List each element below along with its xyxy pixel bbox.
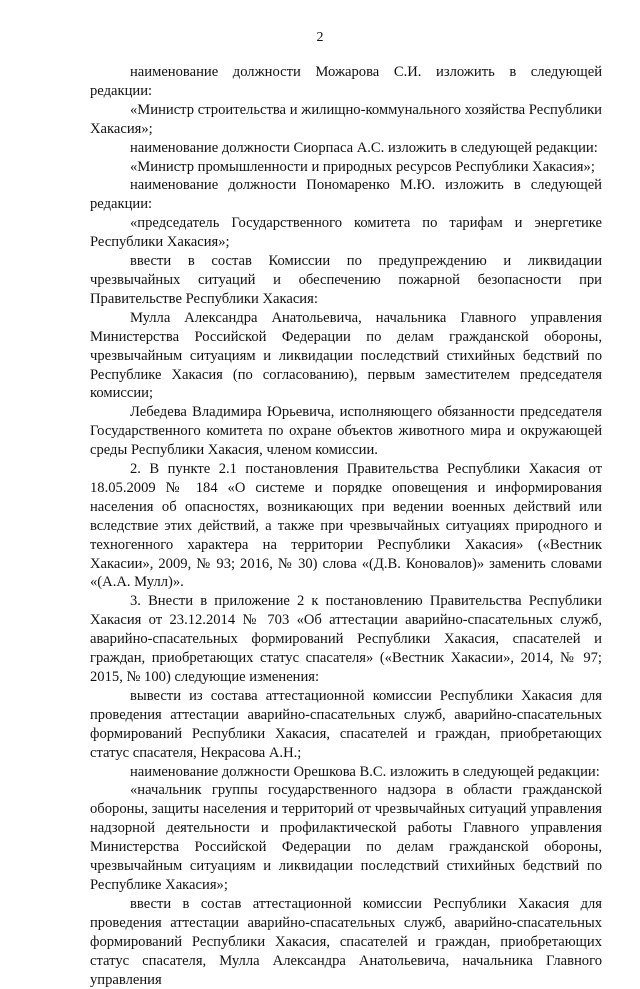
paragraph-oreshkov-position: наименование должности Орешкова В.С. изложить в следующей редакции:: [130, 763, 600, 780]
paragraph-ponomarenko-position: наименование должности Пономаренко М.Ю. изложить в следующей редакции:: [90, 177, 602, 213]
paragraph-add-to-attestation-commission: ввести в состав аттестационной комиссии Республики Хакасия для проведения аттестации аварийно-спасательных служб, аварийно-спасательных формирований Республики Хакасия, спасателей и граждан, приобретающих статус спасателя, Мулла Александра Анатольевича, начальника Главного управления: [90, 895, 602, 988]
paragraph-minister-construction: «Министр строительства и жилищно-коммунального хозяйства Республики Хакасия»;: [90, 101, 602, 137]
paragraph-mozharov-position: наименование должности Можарова С.И. изложить в следующей редакции:: [90, 64, 602, 99]
page-number: 2: [316, 30, 324, 45]
paragraph-add-to-emergency-commission: ввести в состав Комиссии по предупреждению и ликвидации чрезвычайных ситуаций и обеспечению пожарной безопасности при Правительстве Республики Хакасия:: [90, 253, 602, 307]
paragraph-remove-nekrasov: вывести из состава аттестационной комиссии Республики Хакасия для проведения аттестации аварийно-спасательных служб, аварийно-спасательных формирований Республики Хакасия, спасателей и граждан, приобретающих статус спасателя, Некрасова А.Н.;: [90, 687, 602, 761]
paragraph-item-3: 3. Внести в приложение 2 к постановлению Правительства Республики Хакасия от 23.12.2014 № 703 «Об аттестации аварийно-спасательных служб, аварийно-спасательных формирований Республики Хакасия, спасателей и граждан, приобретающих статус спасателя» («Вестник Хакасии», 2014, № 97; 2015, № 100) следующие изменения:: [90, 593, 602, 685]
paragraph-minister-industry: «Министр промышленности и природных ресурсов Республики Хакасия»;: [130, 158, 595, 175]
paragraph-mull-appointment: Мулла Александра Анатольевича, начальника Главного управления Министерства Российской Федерации по делам гражданской обороны, чрезвычайным ситуациям и ликвидации последствий стихийных бедствий по Республике Хакасия (по согласованию), первым заместителем председателя комиссии;: [90, 309, 602, 402]
paragraph-tariff-committee-chair: «председатель Государственного комитета по тарифам и энергетике Республики Хакасия»;: [90, 215, 602, 251]
paragraph-siorpas-position: наименование должности Сиорпаса А.С. изложить в следующей редакции:: [130, 139, 598, 156]
paragraph-supervision-group-head: «начальник группы государственного надзора в области гражданской обороны, защиты населения и территорий от чрезвычайных ситуаций управления надзорной деятельности и профилактической работы Главного управления Министерства Российской Федерации по делам гражданской обороны, чрезвычайным ситуациям и ликвидации последствий стихийных бедствий по Республике Хакасия»;: [90, 782, 602, 893]
paragraph-item-2: 2. В пункте 2.1 постановления Правительства Республики Хакасия от 18.05.2009 № 184 «О системе и порядке оповещения и информирования населения об опасностях, возникающих при ведении военных действий или вследствие этих действий, а также при чрезвычайных ситуациях природного и техногенного характера на территории Республики Хакасия» («Вестник Хакасии», 2009, № 93; 2016, № 30) слова «(Д.В. Коновалов)» заменить словами «(А.А. Мулл)».: [90, 461, 602, 591]
document-body: [90, 63, 602, 989]
paragraph-lebedev-appointment: Лебедева Владимира Юрьевича, исполняющего обязанности председателя Государственного комитета по охране объектов животного мира и окружающей среды Республики Хакасия, членом комиссии.: [90, 404, 602, 459]
